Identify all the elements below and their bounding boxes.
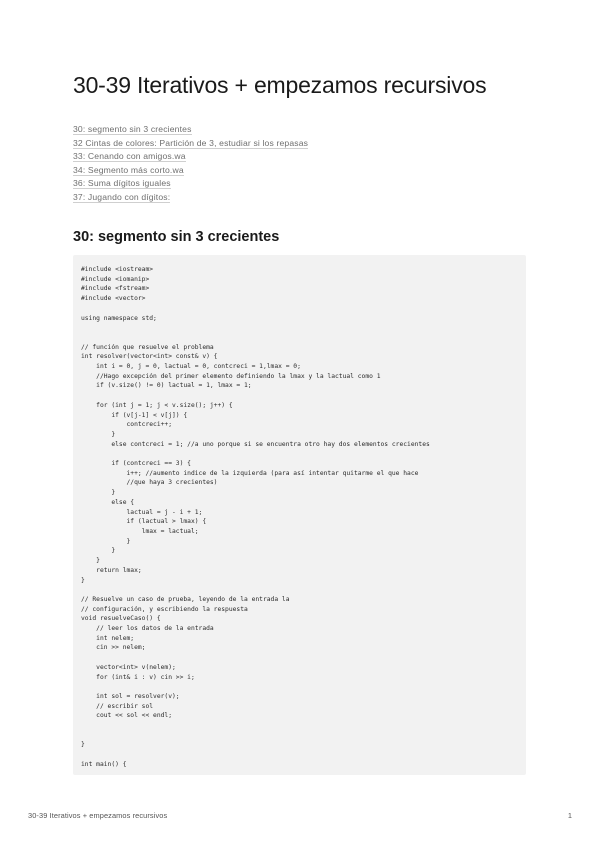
page-title: 30-39 Iterativos + empezamos recursivos bbox=[73, 72, 487, 98]
code-text: #include <iostream> #include <iomanip> #include <fstream> #include <vector> using namespace std; // función que resuelve el problema int resolver(vector<int> const& v) { int i = 0, j = 0, lactual = 0, contcreci = 1,lmax = 0; //Hago excepción del primer elemento definiendo la lmax y la lactual como 1 if (v.size() != 0) lactual = 1, lmax = 1; for (int j = 1; j < v.size(); j++) { if (v[j-1] < v[j]) { contcreci++; } else contcreci = 1; //a uno porque si se encuentra otro hay dos elementos crecientes if (contcreci == 3) { i++; //aumento indice de la izquierda (para así intentar quitarme el que hace //que haya 3 crecientes) } else { lactual = j - i + 1; if (lactual > lmax) { lmax = lactual; } } } return lmax; } // Resuelve un caso de prueba, leyendo de la entrada la // configuración, y escribiendo la respuesta void resuelveCaso() { // leer los datos de la entrada int nelem; cin >> nelem; vector<int> v(nelem); for (int& i : v) cin >> i; int sol = resolver(v); // escribir sol cout << sol << endl; } int main() { bbox=[81, 266, 430, 768]
toc-link-37[interactable]: 37: Jugando con dígitos: bbox=[73, 191, 171, 202]
toc-item bbox=[73, 135, 308, 149]
toc-link-34[interactable]: 34: Segmento más corto.wa bbox=[73, 164, 184, 175]
toc-item bbox=[73, 121, 308, 135]
toc-link-32[interactable]: 32 Cintas de colores: Partición de 3, estudiar si los repasas bbox=[73, 137, 309, 148]
toc-link-30[interactable]: 30: segmento sin 3 crecientes bbox=[73, 124, 192, 134]
table-of-contents bbox=[73, 121, 308, 203]
toc-item bbox=[73, 175, 308, 189]
toc-item bbox=[73, 162, 308, 176]
code-block bbox=[73, 255, 526, 775]
section-title: 30: segmento sin 3 crecientes bbox=[73, 229, 280, 245]
toc-item bbox=[73, 189, 308, 203]
toc-link-33[interactable]: 33: Cenando con amigos.wa bbox=[73, 151, 186, 162]
toc-link-36[interactable]: 36: Suma dígitos iguales bbox=[73, 178, 171, 189]
footer-title: 30-39 Iterativos + empezamos recursivos bbox=[28, 811, 168, 820]
toc-item bbox=[73, 148, 308, 162]
page-number: 1 bbox=[567, 811, 572, 820]
